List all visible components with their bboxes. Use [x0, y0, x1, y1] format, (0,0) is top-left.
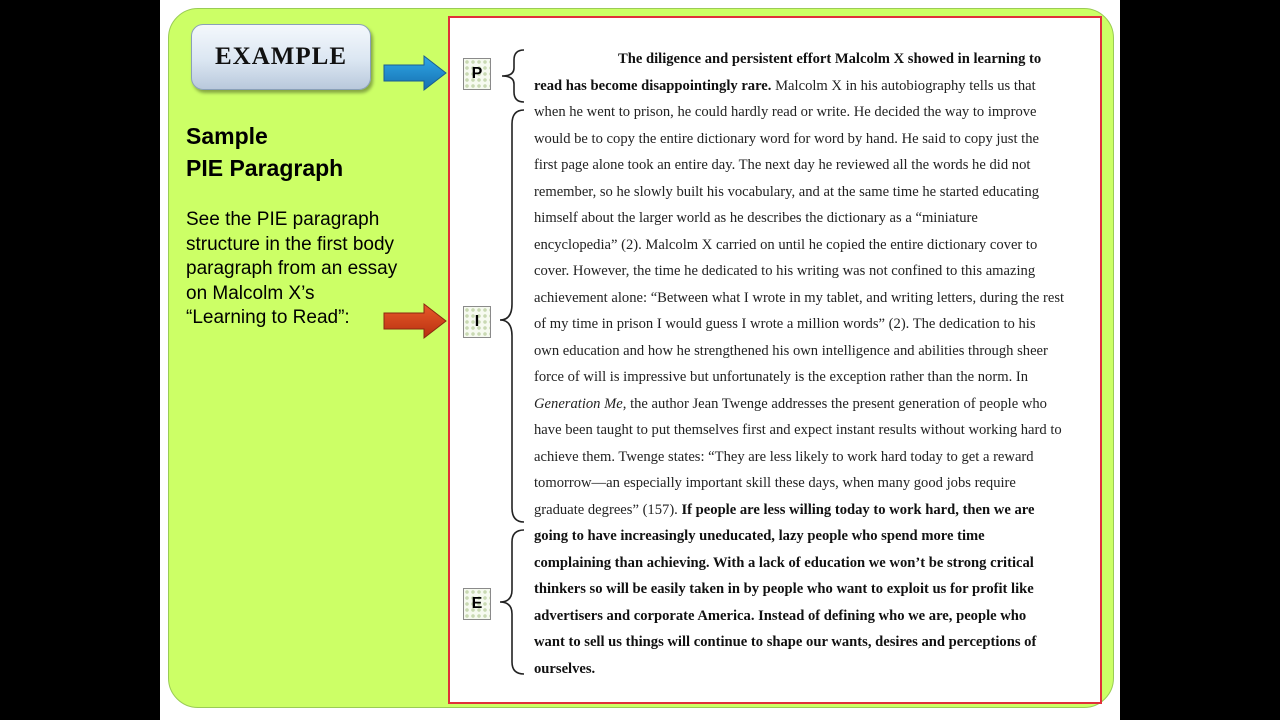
arrow-right-p-icon: [382, 54, 448, 92]
paragraph-text: , the author Jean Twenge addresses the present generation of people who: [622, 395, 1047, 412]
topic-sentence-line: The diligence and persistent effort Malcolm X showed in learning to: [618, 51, 1042, 67]
description-line: See the PIE paragraph: [186, 209, 380, 230]
paragraph-line: remember, so he slowly built his vocabulary, and at the same time he started educating: [534, 183, 1040, 200]
p-brace-icon: [496, 48, 530, 104]
topic-sentence-end: read has become disappointingly rare.: [534, 77, 772, 94]
title-line-2: PIE Paragraph: [186, 155, 344, 181]
paragraph-line: of my time in prison I would guess I wrote a million words” (2). The dedication to his: [534, 316, 1036, 332]
explanation-line: advertisers and corporate America. Instead of defining who we are, people who: [534, 607, 1027, 624]
explanation-line: thinkers so will be easily taken in by people who want to exploit us for profit like: [534, 581, 1034, 597]
description-line: paragraph from an essay: [186, 258, 398, 279]
paragraph-text: Malcolm X in his autobiography tells us that: [771, 77, 1036, 94]
explanation-line: want to sell us things will continue to shape our wants, desires and perceptions of: [534, 634, 1037, 650]
paragraph-line: encyclopedia” (2). Malcolm X carried on until he copied the entire dictionary cover to: [534, 236, 1038, 253]
paragraph-line: achieve them. Twenge states: “They are less likely to work hard today to get a reward: [534, 448, 1034, 465]
i-brace-icon: [496, 108, 530, 524]
paragraph-line: tomorrow—an especially important skill these days, when many good jobs require: [534, 475, 1016, 491]
description-line: on Malcolm X’s: [186, 282, 315, 304]
explanation-line: ourselves.: [534, 660, 596, 677]
pie-paragraph: [534, 46, 1082, 682]
example-button[interactable]: EXAMPLE: [191, 24, 371, 90]
paragraph-line: [534, 73, 1082, 100]
book-title: Generation Me: [534, 395, 623, 412]
paragraph-line: cover. However, the time he dedicated to his writing was not confined to this amazing: [534, 263, 1036, 279]
paragraph-line: himself about the larger world as he describes the dictionary as a “miniature: [534, 210, 978, 226]
title-line-1: Sample: [186, 123, 268, 149]
paragraph-line: force of will is impressive but unfortunately is the exception rather than the norm. In: [534, 369, 1029, 385]
slide-title: [186, 120, 343, 184]
paragraph-line: have been taught to put themselves first and expect instant results without working hard to: [534, 422, 1062, 438]
explanation-line: going to have increasingly uneducated, lazy people who spend more time: [534, 528, 985, 544]
description-line: structure in the first body: [186, 233, 395, 255]
arrow-right-i-icon: [382, 302, 448, 340]
paragraph-line: first page alone took an entire day. The next day he reviewed all the words he did not: [534, 157, 1031, 173]
explanation-start: If people are less willing today to work hard, then we are: [677, 501, 1035, 518]
e-marker: E: [463, 588, 491, 620]
paragraph-line: own education and how he strengthened his own intelligence and abilities through sheer: [534, 342, 1048, 359]
paragraph-line: achievement alone: “Between what I wrote in my tablet, and writing letters, during the rest: [534, 289, 1065, 306]
paragraph-text: graduate degrees” (157).: [534, 501, 678, 518]
i-marker: I: [463, 306, 491, 338]
description-line: “Learning to Read”:: [186, 307, 350, 328]
paragraph-line: would be to copy the entire dictionary word for word by hand. He said to copy just the: [534, 130, 1039, 147]
paragraph-line: [534, 497, 1082, 524]
paragraph-line: [534, 391, 1082, 418]
p-marker: P: [463, 58, 491, 90]
paragraph-line: when he went to prison, he could hardly read or write. He decided the way to improve: [534, 104, 1037, 120]
e-brace-icon: [496, 528, 530, 676]
explanation-line: complaining than achieving. With a lack of education we won’t be strong critical: [534, 554, 1034, 571]
